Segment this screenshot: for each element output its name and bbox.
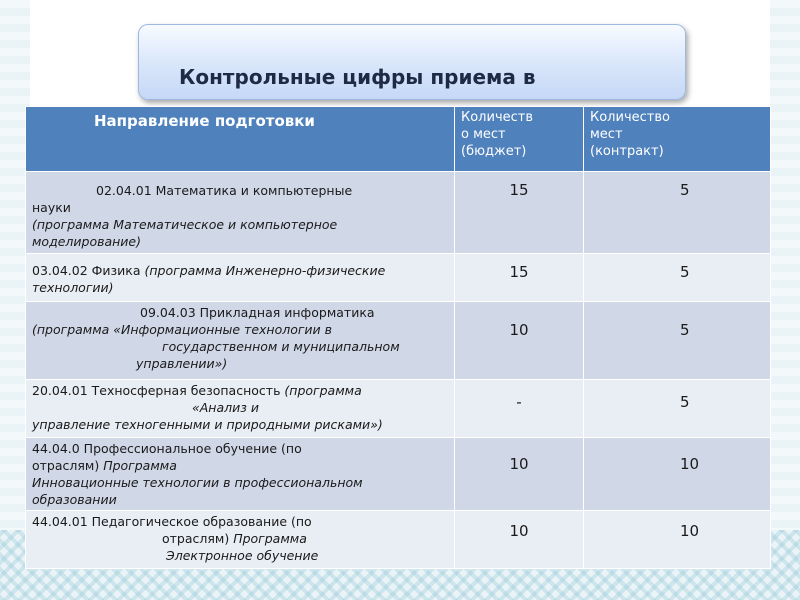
table-row [26, 511, 771, 569]
row-program: (программа «Информационные технологии в [32, 322, 333, 337]
header-budget-line-3: (бюджет) [461, 144, 527, 159]
row-budget: 15 [455, 254, 584, 302]
row-program: Программа [229, 531, 307, 546]
header-budget [455, 107, 584, 172]
table-row [26, 302, 771, 380]
row-program-cont: государственном и муниципальном [162, 339, 400, 354]
header-contract-line-1: Количество [590, 110, 670, 125]
row-program-cont: «Анализ и [192, 400, 259, 415]
row-direction [26, 302, 455, 380]
row-budget: 10 [455, 438, 584, 511]
row-program: Программа [99, 458, 177, 473]
row-code: 20.04.01 Техносферная безопасность [32, 383, 281, 398]
header-budget-line-2: о мест [461, 127, 506, 142]
background-ornament-right [770, 0, 800, 600]
row-direction [26, 511, 455, 569]
row-code-cont: науки [32, 200, 71, 215]
table-row [26, 172, 771, 254]
header-contract-line-3: (контракт) [590, 144, 664, 159]
row-direction [26, 438, 455, 511]
row-program: (программа Математическое и компьютерное [32, 217, 338, 232]
row-code-cont: отраслям) [32, 458, 100, 473]
row-program-cont: Инновационные технологии в профессиональном [32, 475, 363, 490]
row-contract: 10 [584, 511, 771, 569]
row-direction [26, 380, 455, 438]
row-budget: 10 [455, 302, 584, 380]
header-budget-line-1: Количеств [461, 110, 534, 125]
row-budget: 15 [455, 172, 584, 254]
row-budget: 10 [455, 511, 584, 569]
header-direction: Направление подготовки [26, 107, 455, 172]
row-contract: 5 [584, 172, 771, 254]
row-program-cont2: управлении») [136, 356, 228, 371]
row-code: 09.04.03 Прикладная информатика [140, 305, 375, 320]
row-program-cont: технологии) [32, 280, 114, 295]
row-program-cont: моделирование) [32, 234, 141, 249]
table-row [26, 380, 771, 438]
header-contract [584, 107, 771, 172]
header-contract-line-2: мест [590, 127, 623, 142]
row-code: 44.04.01 Педагогическое образование (по [32, 514, 312, 529]
row-program-cont2: управление техногенными и природными рисками») [32, 417, 383, 432]
row-program: (программа [280, 383, 362, 398]
row-contract: 5 [584, 254, 771, 302]
row-budget: - [455, 380, 584, 438]
row-program-cont2: образовании [32, 492, 117, 507]
row-code: 02.04.01 Математика и компьютерные [96, 183, 353, 198]
table-row [26, 438, 771, 511]
table-header-row [26, 107, 771, 172]
slide-title [139, 35, 685, 100]
row-code: 44.04.0 Профессиональное обучение (по [32, 441, 302, 456]
row-contract: 10 [584, 438, 771, 511]
row-contract: 5 [584, 302, 771, 380]
admission-table [25, 106, 771, 569]
row-program-cont: Электронное обучение [166, 548, 319, 563]
title-line-1: Контрольные цифры приема в [179, 65, 536, 89]
table-row [26, 254, 771, 302]
row-direction [26, 254, 455, 302]
row-code: 03.04.02 Физика [32, 263, 141, 278]
slide-title-box [138, 24, 686, 100]
row-direction [26, 172, 455, 254]
row-program: (программа Инженерно-физические [140, 263, 386, 278]
row-code-cont: отраслям) [162, 531, 230, 546]
row-contract: 5 [584, 380, 771, 438]
